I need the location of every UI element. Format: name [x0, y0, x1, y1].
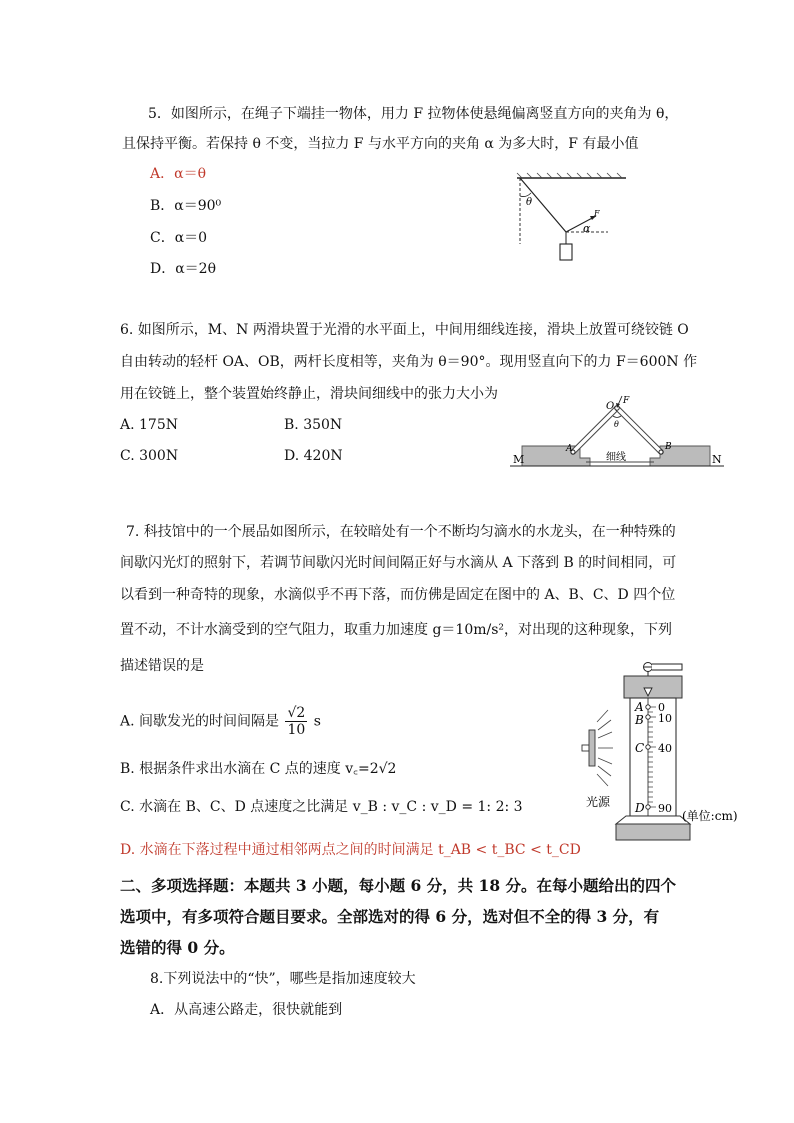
q5-force-label: F	[594, 209, 600, 218]
q7-option-d: D. 水滴在下落过程中通过相邻两点之间的时间满足 t_AB < t_BC < t_CD	[120, 842, 581, 858]
q5-alpha-label: α	[583, 222, 591, 235]
q6-line2: 自由转动的轻杆 OA、OB，两杆长度相等，夹角为 θ＝90°。现用竖直向下的力 F＝600N 作	[120, 354, 698, 370]
q5-option-d: D．α＝2θ	[150, 261, 217, 277]
section2-line2: 选项中，有多项符合题目要求。全部选对的得 6 分，选对但不全的得 3 分，有	[120, 907, 660, 926]
q7-option-a-unit: s	[313, 713, 321, 730]
q7-point-d: D	[635, 801, 645, 815]
q7-mark-0: 0	[658, 701, 665, 714]
q7-line1: 7. 科技馆中的一个展品如图所示，在较暗处有一个不断均匀滴水的水龙头，在一种特殊的	[126, 524, 676, 540]
q6-option-a: A. 175N	[120, 417, 178, 433]
section2-line3: 选错的得 0 分。	[120, 938, 235, 957]
q5-line1: 5．如图所示，在绳子下端挂一物体，用力 F 拉物体使悬绳偏离竖直方向的夹角为 θ，	[148, 106, 679, 122]
q7-option-a	[120, 705, 321, 738]
q6-label-b: B	[665, 442, 672, 452]
q6-option-d: D. 420N	[284, 448, 343, 464]
q7-mark-90: 90	[658, 802, 672, 815]
q6-option-b: B. 350N	[284, 417, 343, 433]
q5-figure	[512, 172, 632, 272]
q7-unit-label: (单位:cm)	[682, 809, 738, 823]
q6-label-n: N	[712, 453, 722, 466]
q7-line2: 间歇闪光灯的照射下，若调节间歇闪光时间间隔正好与水滴从 A 下落到 B 的时间相同，可	[120, 555, 677, 571]
q7-point-b: B	[635, 713, 644, 727]
q7-mark-40: 40	[658, 742, 672, 755]
q7-light-label: 光源	[586, 795, 611, 809]
q6-line1: 6. 如图所示，M、N 两滑块置于光滑的水平面上，中间用细线连接，滑块上放置可绕铰链 O	[120, 322, 689, 338]
q5-option-b: B．α＝90⁰	[150, 198, 222, 214]
q5-option-c: C．α＝0	[150, 230, 208, 246]
section2-line1: 二、多项选择题：本题共 3 小题，每小题 6 分，共 18 分。在每小题给出的四个	[120, 876, 677, 895]
q5-line2: 且保持平衡。若保持 θ 不变，当拉力 F 与水平方向的夹角 α 为多大时，F 有最小值	[122, 136, 639, 152]
q6-label-string: 细线	[606, 452, 626, 463]
q8-option-a: A．从高速公路走，很快就能到	[150, 1002, 343, 1018]
q7-point-c: C	[635, 741, 645, 755]
q6-label-f: F	[623, 396, 630, 406]
q6-figure	[510, 394, 730, 472]
q7-option-c: C. 水滴在 B、C、D 点速度之比满足 v_B : v_C : v_D = 1: 2: 3	[120, 799, 523, 815]
q6-line3: 用在铰链上，整个装置始终静止，滑块间细线中的张力大小为	[120, 386, 498, 402]
q5-option-a: A．α＝θ	[150, 166, 206, 182]
q7-option-a-fraction	[285, 705, 307, 738]
q7-option-a-numerator: √2	[287, 705, 306, 721]
q8-line1: 8.下列说法中的“快”，哪些是指加速度较大	[150, 971, 416, 987]
q7-mark-10: 10	[658, 712, 672, 725]
q7-figure	[578, 660, 748, 850]
q7-option-a-text: A. 间歇发光的时间间隔是	[120, 713, 280, 730]
q7-line5: 描述错误的是	[120, 658, 204, 674]
q7-option-a-denominator: 10	[287, 722, 306, 738]
q7-line3: 以看到一种奇特的现象，水滴似乎不再下落，而仿佛是固定在图中的 A、B、C、D 四个位	[120, 587, 676, 603]
q6-label-o: O	[606, 401, 615, 412]
q7-point-a: A	[635, 700, 644, 714]
q6-option-c: C. 300N	[120, 448, 179, 464]
q6-label-m: M	[513, 453, 525, 466]
q6-label-a: A	[566, 444, 573, 454]
q7-line4: 置不动，不计水滴受到的空气阻力，取重力加速度 g＝10m/s²，对出现的这种现象，下列	[120, 622, 673, 638]
q6-label-theta: θ	[614, 420, 619, 429]
q5-theta-label: θ	[526, 197, 533, 208]
q7-option-b: B. 根据条件求出水滴在 C 点的速度 v꜀=2√2	[120, 761, 397, 777]
